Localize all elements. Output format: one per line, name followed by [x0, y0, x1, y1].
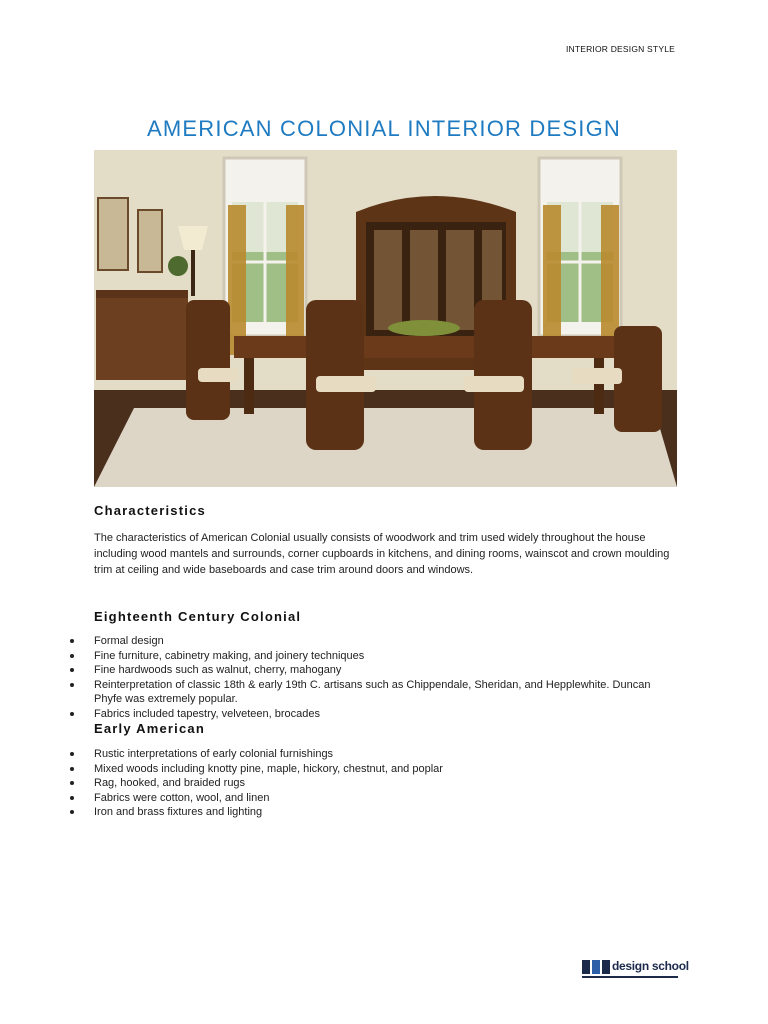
design-school-logo-text: design school: [612, 959, 689, 973]
list-item: Fabrics included tapestry, velveteen, brocades: [70, 707, 690, 722]
document-header-label: INTERIOR DESIGN STYLE: [565, 44, 675, 54]
list-item: Mixed woods including knotty pine, maple, hickory, chestnut, and poplar: [70, 762, 690, 777]
list-item: Fine furniture, cabinetry making, and joinery techniques: [70, 649, 690, 664]
dining-room-photo: [94, 150, 677, 487]
bullet-icon: [70, 810, 74, 814]
bullet-icon: [70, 712, 74, 716]
bullet-icon: [70, 767, 74, 771]
characteristics-paragraph: The characteristics of American Colonial usually consists of woodwork and trim used widely throughout the house including wood mantels and surrounds, corner cupboards in kitchens, and dining rooms, wainscot and crown moulding trim at ceiling and wide baseboards and case trim around doors and windows.: [94, 532, 670, 576]
page-title: AMERICAN COLONIAL INTERIOR DESIGN: [147, 116, 621, 141]
list-item: Formal design: [70, 634, 690, 649]
eighteenth-century-list: [70, 634, 690, 721]
list-item: Rustic interpretations of early colonial furnishings: [70, 747, 690, 762]
list-item: Reinterpretation of classic 18th & early 19th C. artisans such as Chippendale, Sheridan, and Hepplewhite. Duncan Phyfe was extremely popular.: [70, 678, 654, 707]
characteristics-heading: Characteristics: [94, 503, 206, 518]
bullet-icon: [70, 668, 74, 672]
bullet-icon: [70, 752, 74, 756]
early-american-heading: Early American: [94, 721, 205, 736]
bullet-icon: [70, 654, 74, 658]
eighteenth-century-heading: Eighteenth Century Colonial: [94, 609, 302, 624]
list-item: Fine hardwoods such as walnut, cherry, mahogany: [70, 663, 690, 678]
bullet-icon: [70, 781, 74, 785]
list-item: Fabrics were cotton, wool, and linen: [70, 791, 690, 806]
list-item: Iron and brass fixtures and lighting: [70, 805, 690, 820]
bullet-icon: [70, 683, 74, 687]
early-american-list: [70, 747, 690, 820]
bullet-icon: [70, 796, 74, 800]
bullet-icon: [70, 639, 74, 643]
list-item: Rag, hooked, and braided rugs: [70, 776, 690, 791]
